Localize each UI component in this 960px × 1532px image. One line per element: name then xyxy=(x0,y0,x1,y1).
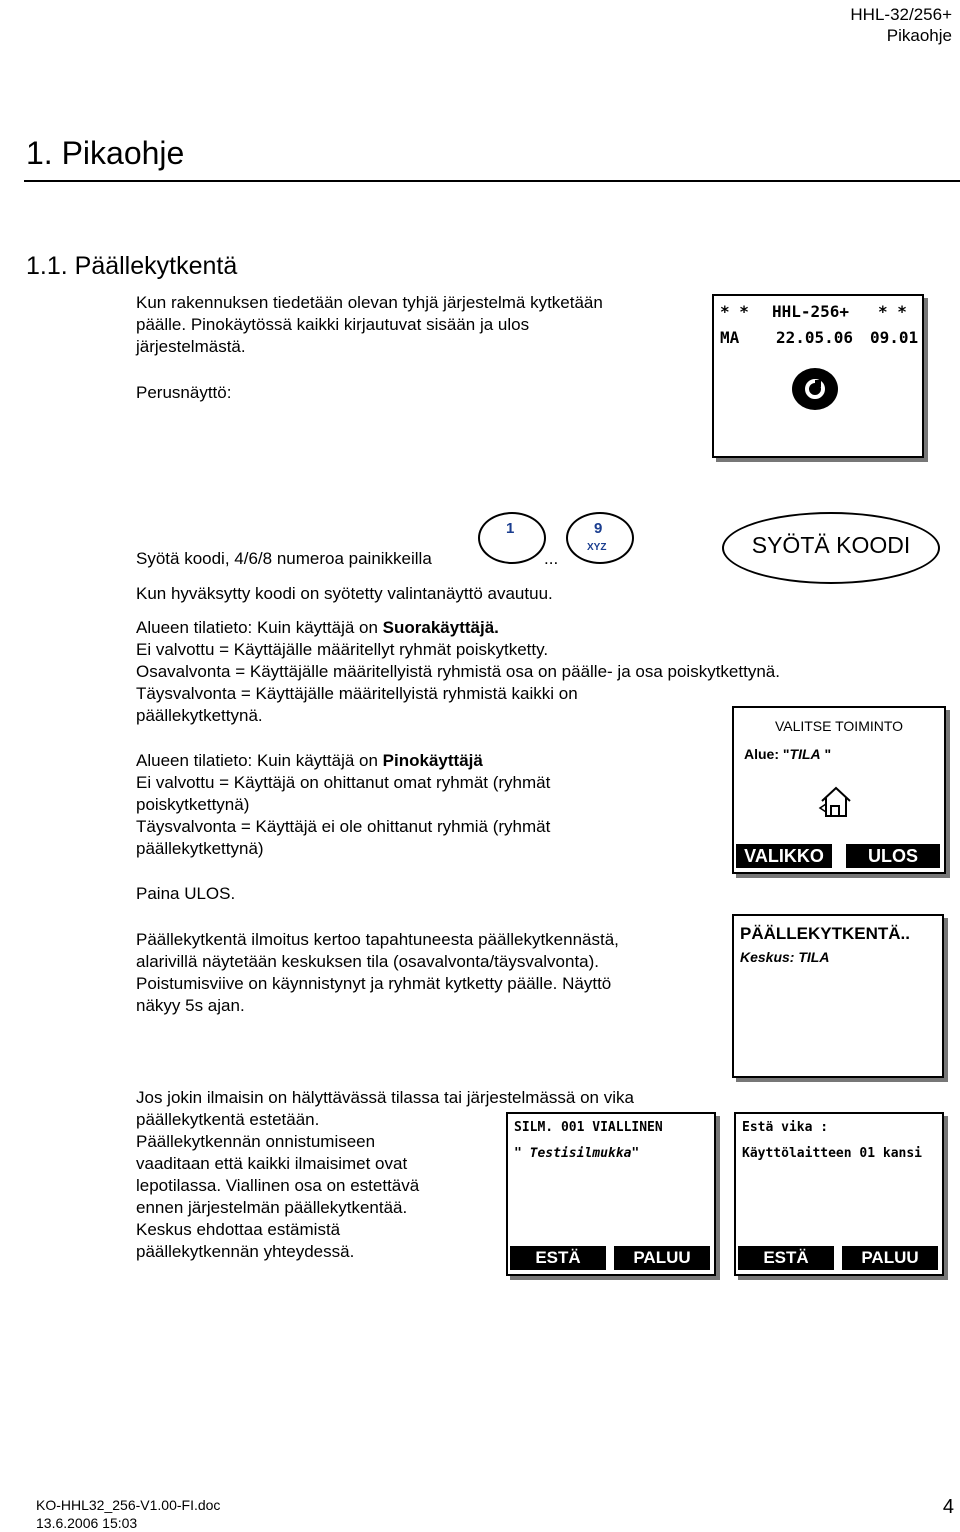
lcd-loop-fault xyxy=(506,1112,716,1276)
intro-line-2: päälle. Pinokäytössä kaikki kirjautuvat sisään ja ulos xyxy=(136,315,530,334)
vika-line-3: Päällekytkennän onnistumiseen xyxy=(136,1132,376,1151)
suora-line-5: päällekytkettynä. xyxy=(136,706,263,725)
doc-type: Pikaohje xyxy=(886,26,952,45)
lcd-arming-status: Keskus: TILA xyxy=(740,949,830,965)
enter-code-label: SYÖTÄ KOODI xyxy=(751,532,911,558)
pino-line-4: Täysvalvonta = Käyttäjä ei ole ohittanut ryhmiä (ryhmät xyxy=(136,817,551,836)
suora-line-4: Täysvalvonta = Käyttäjälle määritellyistä ryhmistä kaikki on xyxy=(136,684,578,703)
lcd-select-title: VALITSE TOIMINTO xyxy=(774,718,904,734)
code-entry-text: Syötä koodi, 4/6/8 numeroa painikkeilla xyxy=(136,549,432,568)
section-title: 1.1. Päällekytkentä xyxy=(26,252,238,280)
lcd-time: 09.01 xyxy=(870,328,919,347)
code-accepted-text: Kun hyväksytty koodi on syötetty valintanäyttö avautuu. xyxy=(136,584,553,603)
lcd-arming xyxy=(732,914,944,1078)
lcd-stars-right: * * xyxy=(878,302,907,321)
ilmoitus-line-4: näkyy 5s ajan. xyxy=(136,996,245,1015)
lcd-model: HHL-256+ xyxy=(772,302,850,321)
key-9-button[interactable] xyxy=(566,512,634,564)
lcd-loop-name xyxy=(514,1146,639,1161)
key-1-label: 1 xyxy=(506,520,515,537)
suora-line-1 xyxy=(136,617,499,639)
vika-line-1: Jos jokin ilmaisin on hälyttävässä tilassa tai järjestelmässä on vika xyxy=(136,1088,634,1107)
page-number: 4 xyxy=(942,1496,954,1518)
pino-prefix: Alueen tilatieto: Kuin käyttäjä on xyxy=(136,751,383,770)
suora-prefix: Alueen tilatieto: Kuin käyttäjä on xyxy=(136,618,383,637)
pino-bold: Pinokäyttäjä xyxy=(382,751,483,770)
footer-file: KO-HHL32_256-V1.00-FI.doc xyxy=(36,1497,221,1513)
lock-status-icon xyxy=(790,366,840,412)
vika-line-5: lepotilassa. Viallinen osa on estettävä xyxy=(136,1176,420,1195)
esta-button-2[interactable]: ESTÄ xyxy=(738,1246,834,1270)
perusnaytto-label: Perusnäyttö: xyxy=(136,383,232,402)
pino-line-5: päällekytkettynä) xyxy=(136,839,264,858)
enter-code-oval xyxy=(722,512,940,584)
lcd-loop-fault-title: SILM. 001 VIALLINEN xyxy=(514,1120,663,1135)
lcd-area-prefix: Alue: " xyxy=(744,746,790,762)
intro-line-1: Kun rakennuksen tiedetään olevan tyhjä järjestelmä kytketään xyxy=(136,293,603,312)
lcd-loop-suffix: " xyxy=(631,1146,640,1161)
vika-line-8: päällekytkennän yhteydessä. xyxy=(136,1242,355,1261)
title-rule xyxy=(24,180,960,182)
suora-bold: Suorakäyttäjä. xyxy=(382,618,499,637)
paina-ulos: Paina ULOS. xyxy=(136,884,236,903)
lcd-block-fault xyxy=(734,1112,944,1276)
pino-line-1 xyxy=(136,750,483,772)
lcd-day: MA xyxy=(720,328,740,347)
suora-line-3: Osavalvonta = Käyttäjälle määritellyistä ryhmistä osa on päälle- ja osa poiskytkettynä. xyxy=(136,662,780,681)
valikko-button[interactable]: VALIKKO xyxy=(736,844,832,868)
intro-line-3: järjestelmästä. xyxy=(136,337,246,356)
paluu-button-2[interactable]: PALUU xyxy=(842,1246,938,1270)
lcd-area-value: TILA xyxy=(789,746,821,762)
vika-line-7: Keskus ehdottaa estämistä xyxy=(136,1220,341,1239)
lcd-basic-screen xyxy=(712,294,924,458)
vika-line-4: vaaditaan että kaikki ilmaisimet ovat xyxy=(136,1154,408,1173)
lcd-select-function xyxy=(732,706,946,874)
lcd-block-device: Käyttölaitteen 01 kansi xyxy=(742,1146,923,1161)
page-title: 1. Pikaohje xyxy=(26,135,185,171)
ulos-button[interactable]: ULOS xyxy=(846,844,940,868)
ilmoitus-line-3: Poistumisviive on käynnistynyt ja ryhmät kytketty päälle. Näyttö xyxy=(136,974,612,993)
paluu-button[interactable]: PALUU xyxy=(614,1246,710,1270)
pino-line-3: poiskytkettynä) xyxy=(136,795,250,814)
house-icon xyxy=(818,784,854,818)
lcd-loop-value: Testisilmukka xyxy=(529,1146,632,1161)
lcd-area-suffix: " xyxy=(820,746,832,762)
doc-code: HHL-32/256+ xyxy=(850,5,952,24)
ilmoitus-line-2: alarivillä näytetään keskuksen tila (osavalvonta/täysvalvonta). xyxy=(136,952,600,971)
lcd-area-line xyxy=(744,746,831,762)
suora-line-2: Ei valvottu = Käyttäjälle määritellyt ryhmät poiskytketty. xyxy=(136,640,549,659)
lcd-stars-left: * * xyxy=(720,302,749,321)
vika-line-2: päällekytkentä estetään. xyxy=(136,1110,320,1129)
lcd-date: 22.05.06 xyxy=(776,328,854,347)
lcd-block-title: Estä vika : xyxy=(742,1120,829,1135)
footer-date: 13.6.2006 15:03 xyxy=(36,1515,138,1531)
ilmoitus-line-1: Päällekytkentä ilmoitus kertoo tapahtuneesta päällekytkennästä, xyxy=(136,930,619,949)
lcd-arming-title: PÄÄLLEKYTKENTÄ.. xyxy=(740,924,910,943)
esta-button[interactable]: ESTÄ xyxy=(510,1246,606,1270)
pino-line-2: Ei valvottu = Käyttäjä on ohittanut omat ryhmät (ryhmät xyxy=(136,773,551,792)
key-1-button[interactable] xyxy=(478,512,546,564)
key-9-sub: XYZ xyxy=(587,542,607,553)
ellipsis: ... xyxy=(544,549,559,568)
lcd-loop-prefix: " xyxy=(514,1146,530,1161)
vika-line-6: ennen järjestelmän päällekytkentää. xyxy=(136,1198,408,1217)
key-9-label: 9 xyxy=(594,520,603,537)
